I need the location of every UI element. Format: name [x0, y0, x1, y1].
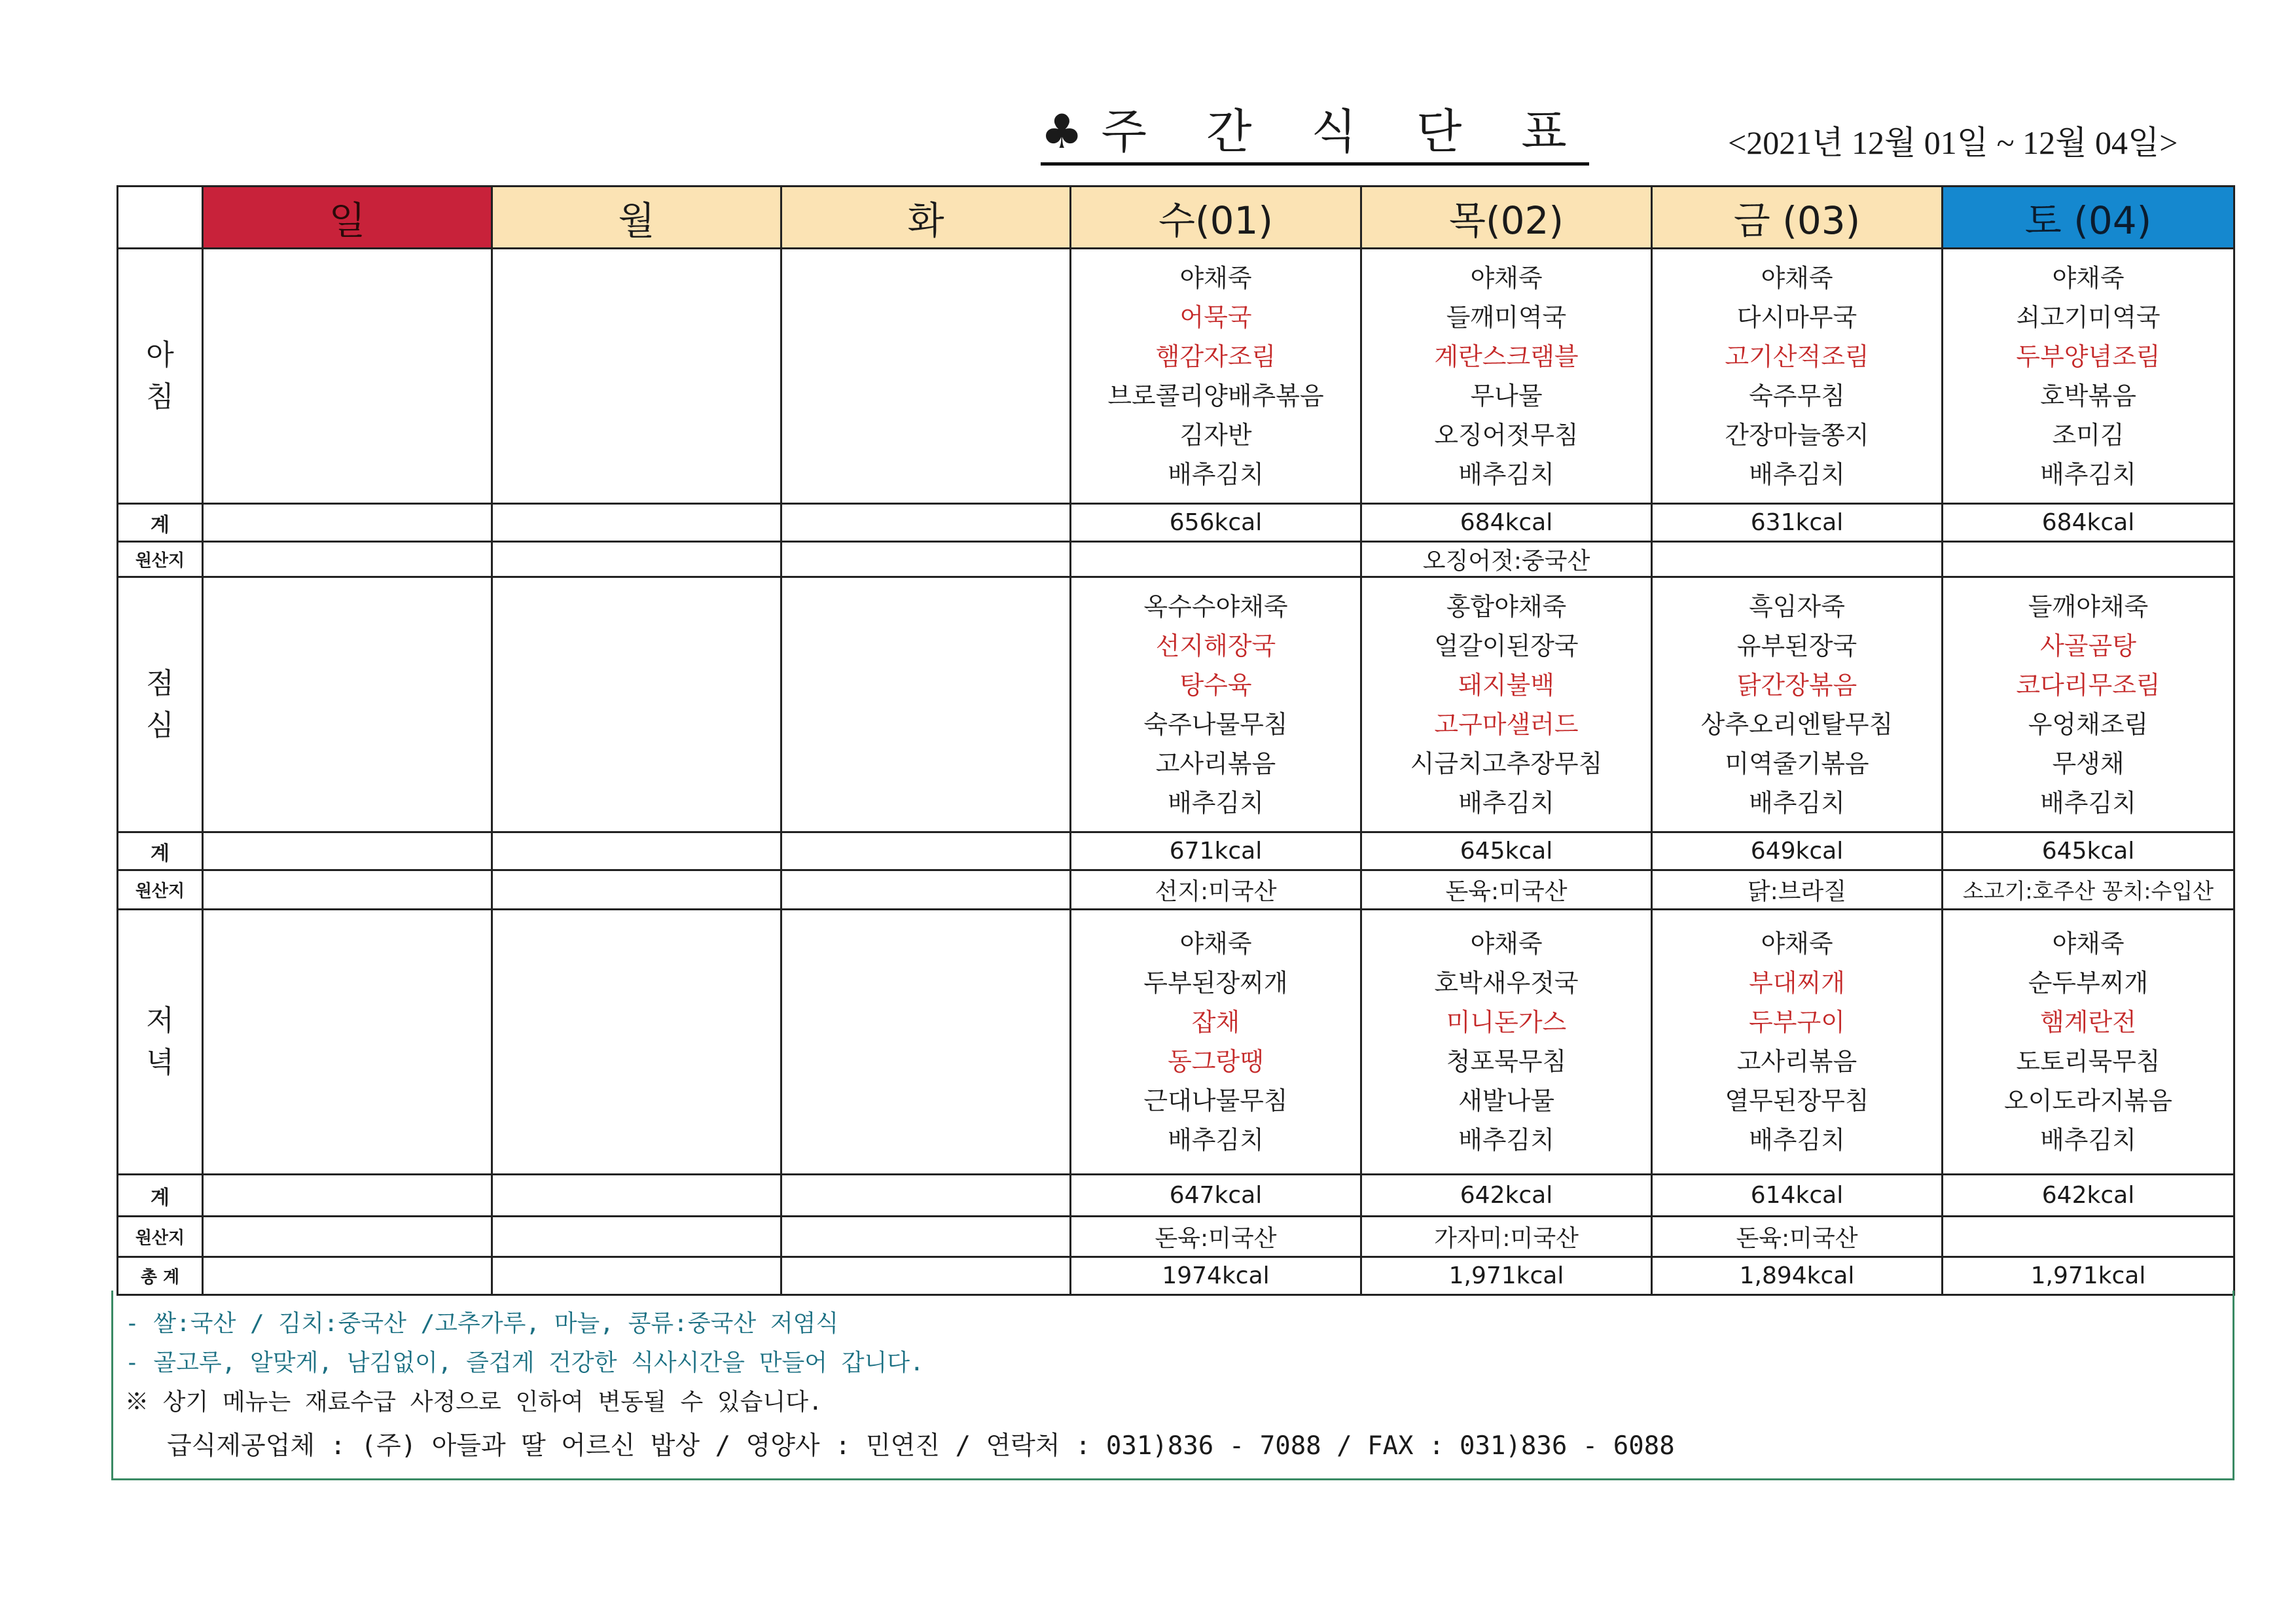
subtotal-label: 계	[118, 1175, 203, 1217]
breakfast-kcal-thu: 684kcal	[1361, 504, 1652, 542]
lunch-kcal-sun	[203, 832, 492, 870]
dish-item: 시금치고추장무침	[1410, 749, 1603, 778]
dish-item: 쇠고기미역국	[2016, 302, 2161, 332]
breakfast-label: 아 침	[118, 249, 203, 504]
lunch-cell-wed	[1071, 577, 1361, 832]
lunch-origin-sat: 소고기:호주산 꽁치:수입산	[1943, 870, 2234, 910]
dish-list	[1653, 259, 1941, 494]
dish-item: 야채죽	[1179, 929, 1252, 958]
origin-label: 원산지	[118, 1217, 203, 1257]
dish-item: 배추김치	[2040, 788, 2136, 817]
total-kcal-sat: 1,971kcal	[1943, 1257, 2234, 1295]
day-header-tue: 화	[781, 187, 1071, 249]
dish-item: 야채죽	[1470, 929, 1543, 958]
dish-item: 홍합야채죽	[1446, 592, 1567, 621]
dinner-kcal-tue	[781, 1175, 1071, 1217]
dish-item: 야채죽	[1761, 929, 1833, 958]
dinner-label: 저 녁	[118, 910, 203, 1175]
dish-item: 고사리볶음	[1736, 1047, 1857, 1076]
dish-item: 조미김	[2052, 420, 2125, 450]
breakfast-origin-sat	[1943, 542, 2234, 577]
note-provider: 급식제공업체 : (주) 아들과 딸 어르신 밥상 / 영양사 : 민연진 / 연락처 : 031)836 - 7088 / FAX : 031)836 - 6088	[167, 1431, 1675, 1461]
dish-item: 다시마무국	[1736, 302, 1857, 332]
dish-item: 숙주무침	[1749, 381, 1845, 410]
lunch-kcal-mon	[492, 832, 781, 870]
dish-item: 야채죽	[1470, 263, 1543, 293]
dish-item: 배추김치	[1168, 1126, 1264, 1154]
lunch-cell-mon	[492, 577, 781, 832]
day-header-thu: 목(02)	[1361, 187, 1652, 249]
lunch-cell-thu	[1361, 577, 1652, 832]
dish-item: 상추오리엔탈무침	[1700, 709, 1893, 739]
breakfast-cell-mon	[492, 249, 781, 504]
menu-body	[118, 249, 2234, 1295]
dinner-origin-sat	[1943, 1217, 2234, 1257]
dinner-dishes-row	[118, 910, 2234, 1175]
dish-list	[1071, 924, 1360, 1160]
origin-label: 원산지	[118, 870, 203, 910]
total-kcal-mon	[492, 1257, 781, 1295]
dish-item: 흑임자죽	[1749, 592, 1845, 621]
breakfast-origin-wed	[1071, 542, 1361, 577]
lunch-label: 점 심	[118, 577, 203, 832]
origin-label: 원산지	[118, 542, 203, 577]
dish-item: 햄감자조림	[1155, 342, 1276, 371]
breakfast-kcal-row	[118, 504, 2234, 542]
total-kcal-sun	[203, 1257, 492, 1295]
dinner-origin-thu: 가자미:미국산	[1361, 1217, 1652, 1257]
dish-item: 들깨야채죽	[2028, 592, 2149, 621]
dinner-cell-sat	[1943, 910, 2234, 1175]
note-disclaimer: ※ 상기 메뉴는 재료수급 사정으로 인하여 변동될 수 있습니다.	[125, 1389, 823, 1416]
day-header-wed: 수(01)	[1071, 187, 1361, 249]
dish-item: 간장마늘쫑지	[1725, 420, 1869, 450]
lunch-origin-row	[118, 870, 2234, 910]
lunch-origin-fri: 닭:브라질	[1652, 870, 1943, 910]
breakfast-kcal-sun	[203, 504, 492, 542]
breakfast-cell-tue	[781, 249, 1071, 504]
dish-item: 무나물	[1470, 381, 1543, 410]
day-header-mon: 월	[492, 187, 781, 249]
dish-item: 열무된장무침	[1725, 1086, 1869, 1115]
dinner-kcal-fri: 614kcal	[1652, 1175, 1943, 1217]
dish-item: 고구마샐러드	[1434, 709, 1579, 739]
dish-item: 배추김치	[1458, 1126, 1554, 1154]
dish-item: 새발나물	[1458, 1086, 1554, 1115]
dish-item: 호박새우젓국	[1434, 969, 1579, 997]
dinner-origin-wed: 돈육:미국산	[1071, 1217, 1361, 1257]
breakfast-kcal-wed: 656kcal	[1071, 504, 1361, 542]
dinner-origin-row	[118, 1217, 2234, 1257]
dish-item: 야채죽	[1761, 263, 1833, 293]
corner-cell	[118, 187, 203, 249]
dish-item: 배추김치	[1749, 459, 1845, 489]
dish-item: 야채죽	[2052, 263, 2125, 293]
dish-list	[1653, 924, 1941, 1160]
dinner-origin-tue	[781, 1217, 1071, 1257]
day-header-sat: 토 (04)	[1943, 187, 2234, 249]
dinner-kcal-wed: 647kcal	[1071, 1175, 1361, 1217]
dish-item: 돼지불백	[1458, 670, 1554, 700]
breakfast-origin-sun	[203, 542, 492, 577]
lunch-kcal-fri: 649kcal	[1652, 832, 1943, 870]
dinner-origin-sun	[203, 1217, 492, 1257]
lunch-origin-sun	[203, 870, 492, 910]
lunch-kcal-sat: 645kcal	[1943, 832, 2234, 870]
breakfast-origin-fri	[1652, 542, 1943, 577]
lunch-cell-sun	[203, 577, 492, 832]
dish-list	[1653, 587, 1941, 823]
breakfast-dishes-row	[118, 249, 2234, 504]
breakfast-origin-tue	[781, 542, 1071, 577]
dinner-cell-wed	[1071, 910, 1361, 1175]
dish-item: 사골곰탕	[2040, 631, 2136, 660]
lunch-origin-thu: 돈육:미국산	[1361, 870, 1652, 910]
dish-item: 두부구이	[1749, 1008, 1845, 1037]
dish-item: 도토리묵무침	[2016, 1047, 2161, 1076]
breakfast-origin-mon	[492, 542, 781, 577]
dinner-kcal-thu: 642kcal	[1361, 1175, 1652, 1217]
dinner-cell-thu	[1361, 910, 1652, 1175]
lunch-kcal-row	[118, 832, 2234, 870]
dish-item: 순두부찌개	[2028, 969, 2149, 997]
breakfast-kcal-sat: 684kcal	[1943, 504, 2234, 542]
subtotal-label: 계	[118, 504, 203, 542]
total-row	[118, 1257, 2234, 1295]
breakfast-cell-thu	[1361, 249, 1652, 504]
lunch-kcal-thu: 645kcal	[1361, 832, 1652, 870]
lunch-kcal-tue	[781, 832, 1071, 870]
dish-item: 브로콜리양배추볶음	[1107, 381, 1324, 410]
dish-item: 김자반	[1179, 420, 1252, 450]
dish-item: 숙주나물무침	[1143, 709, 1288, 739]
lunch-origin-mon	[492, 870, 781, 910]
dish-item: 두부양념조림	[2016, 342, 2161, 371]
dish-item: 어묵국	[1179, 302, 1252, 332]
dish-item: 배추김치	[2040, 459, 2136, 489]
dish-list	[1943, 924, 2233, 1160]
dish-item: 오징어젓무침	[1434, 420, 1579, 450]
breakfast-cell-wed	[1071, 249, 1361, 504]
dish-item: 미니돈가스	[1446, 1008, 1567, 1037]
dish-item: 옥수수야채죽	[1143, 592, 1288, 621]
day-header-row	[118, 187, 2234, 249]
dish-item: 배추김치	[1458, 459, 1554, 489]
lunch-origin-tue	[781, 870, 1071, 910]
dish-item: 호박볶음	[2040, 381, 2136, 410]
dish-list	[1071, 587, 1360, 823]
total-kcal-thu: 1,971kcal	[1361, 1257, 1652, 1295]
dish-item: 부대찌개	[1749, 969, 1845, 997]
lunch-dishes-row	[118, 577, 2234, 832]
dish-list	[1362, 259, 1651, 494]
total-kcal-wed: 1974kcal	[1071, 1257, 1361, 1295]
dish-item: 우엉채조림	[2028, 709, 2149, 739]
dish-list	[1943, 259, 2233, 494]
breakfast-kcal-tue	[781, 504, 1071, 542]
notes-box	[111, 1291, 2234, 1480]
dish-item: 배추김치	[1749, 1126, 1845, 1154]
lunch-kcal-wed: 671kcal	[1071, 832, 1361, 870]
breakfast-origin-thu: 오징어젓:중국산	[1361, 542, 1652, 577]
dish-item: 닭간장볶음	[1736, 670, 1857, 700]
lunch-origin-wed: 선지:미국산	[1071, 870, 1361, 910]
dish-item: 야채죽	[2052, 929, 2125, 958]
dinner-origin-fri: 돈육:미국산	[1652, 1217, 1943, 1257]
dish-list	[1071, 259, 1360, 494]
dish-item: 야채죽	[1179, 263, 1252, 293]
weekly-menu-table	[117, 185, 2235, 1296]
dish-item: 근대나물무침	[1143, 1086, 1288, 1115]
dish-item: 고사리볶음	[1155, 749, 1276, 778]
subtotal-label: 계	[118, 832, 203, 870]
breakfast-origin-row	[118, 542, 2234, 577]
dish-list	[1362, 587, 1651, 823]
lunch-cell-sat	[1943, 577, 2234, 832]
breakfast-cell-sat	[1943, 249, 2234, 504]
dinner-cell-fri	[1652, 910, 1943, 1175]
dish-item: 두부된장찌개	[1143, 969, 1288, 997]
dish-item: 유부된장국	[1736, 631, 1857, 660]
note-ingredients: - 쌀:국산 / 김치:중국산 /고추가루, 마늘, 콩류:중국산 저염식	[125, 1310, 839, 1337]
dish-item: 배추김치	[1458, 788, 1554, 817]
dinner-origin-mon	[492, 1217, 781, 1257]
club-icon: ♣	[1041, 104, 1083, 159]
dinner-kcal-row	[118, 1175, 2234, 1217]
dish-item: 코다리무조림	[2016, 670, 2161, 700]
dish-item: 배추김치	[2040, 1126, 2136, 1154]
breakfast-cell-sun	[203, 249, 492, 504]
date-range: <2021년 12월 01일 ~ 12월 04일>	[1728, 124, 2178, 161]
dinner-cell-sun	[203, 910, 492, 1175]
lunch-cell-tue	[781, 577, 1071, 832]
dish-item: 오이도라지볶음	[2004, 1086, 2172, 1115]
dish-item: 햄계란전	[2040, 1008, 2136, 1037]
dish-item: 잡채	[1191, 1008, 1240, 1037]
breakfast-cell-fri	[1652, 249, 1943, 504]
dish-item: 들깨미역국	[1446, 302, 1567, 332]
dinner-cell-mon	[492, 910, 781, 1175]
dinner-cell-tue	[781, 910, 1071, 1175]
dish-item: 청포묵무침	[1446, 1047, 1567, 1076]
dish-list	[1362, 924, 1651, 1160]
dish-item: 고기산적조림	[1725, 342, 1869, 371]
day-header-fri: 금 (03)	[1652, 187, 1943, 249]
dish-item: 배추김치	[1168, 459, 1264, 489]
total-kcal-tue	[781, 1257, 1071, 1295]
dish-item: 탕수육	[1179, 670, 1252, 700]
dish-list	[1943, 587, 2233, 823]
dish-item: 동그랑땡	[1168, 1047, 1264, 1076]
dish-item: 얼갈이된장국	[1434, 631, 1579, 660]
dish-item: 배추김치	[1168, 788, 1264, 817]
total-label: 총 계	[118, 1257, 203, 1295]
dinner-kcal-mon	[492, 1175, 781, 1217]
note-slogan: - 골고루, 알맞게, 남김없이, 즐겁게 건강한 식사시간을 만들어 갑니다.	[125, 1349, 924, 1376]
breakfast-kcal-fri: 631kcal	[1652, 504, 1943, 542]
dish-item: 무생채	[2052, 749, 2125, 778]
breakfast-kcal-mon	[492, 504, 781, 542]
page-title: ♣ 주 간 식 단 표	[1041, 103, 1589, 166]
day-header-sun: 일	[203, 187, 492, 249]
dish-item: 계란스크램블	[1434, 342, 1579, 371]
dinner-kcal-sun	[203, 1175, 492, 1217]
dish-item: 미역줄기볶음	[1725, 749, 1869, 778]
dinner-kcal-sat: 642kcal	[1943, 1175, 2234, 1217]
dish-item: 선지해장국	[1155, 631, 1276, 660]
lunch-cell-fri	[1652, 577, 1943, 832]
dish-item: 배추김치	[1749, 788, 1845, 817]
total-kcal-fri: 1,894kcal	[1652, 1257, 1943, 1295]
